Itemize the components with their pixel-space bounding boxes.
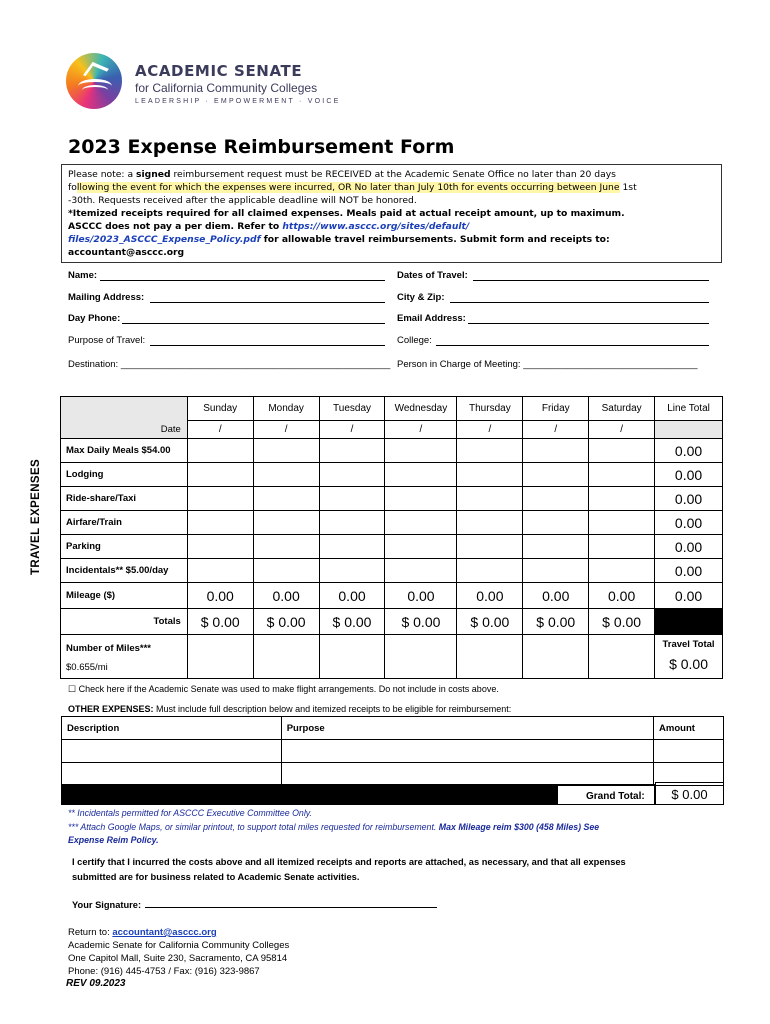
expense-cell[interactable]	[253, 559, 319, 583]
date-cell[interactable]: /	[589, 421, 655, 439]
expense-cell[interactable]	[319, 535, 385, 559]
expense-cell[interactable]	[253, 487, 319, 511]
notice-text: for allowable travel reimbursements. Submit form and receipts to:	[260, 234, 610, 245]
line-total-cell: 0.00	[655, 487, 723, 511]
grand-total-value[interactable]: $ 0.00	[655, 782, 724, 805]
expense-cell[interactable]	[457, 511, 523, 535]
expense-cell[interactable]	[589, 439, 655, 463]
notice-email: accountant@asccc.org	[68, 247, 185, 258]
destination-label-text: Destination:	[68, 359, 119, 370]
notice-text: Please note: a	[68, 169, 137, 180]
day-header-sunday: Sunday	[187, 397, 253, 421]
travel-total-label: Travel Total	[662, 639, 715, 650]
city-zip-field[interactable]	[450, 302, 709, 303]
expense-row-label: Airfare/Train	[61, 511, 188, 535]
other-expenses-table	[61, 716, 724, 786]
mileage-cell: 0.00	[253, 583, 319, 609]
mailing-address-field[interactable]	[150, 302, 385, 303]
expense-cell[interactable]	[385, 439, 457, 463]
return-to-label: Return to:	[68, 927, 113, 938]
line-total-cell: 0.00	[655, 511, 723, 535]
expense-cell[interactable]	[319, 511, 385, 535]
day-header-friday: Friday	[523, 397, 589, 421]
notice-text: fo	[68, 182, 77, 193]
footnote-mileage-text: *** Attach Google Maps, or similar printout, to support total miles requested for reimbursement.	[68, 822, 439, 832]
amount-header: Amount	[654, 717, 724, 740]
mileage-row	[61, 583, 723, 609]
asccc-logo	[66, 53, 122, 109]
expense-cell[interactable]	[589, 511, 655, 535]
purpose-cell[interactable]	[281, 740, 653, 763]
name-label: Name:	[68, 270, 98, 281]
logo-subtitle: for California Community Colleges	[135, 81, 318, 95]
day-header-monday: Monday	[253, 397, 319, 421]
date-cell[interactable]: /	[187, 421, 253, 439]
mileage-cell: 0.00	[589, 583, 655, 609]
miles-rate: $0.655/mi	[66, 662, 108, 673]
expense-row	[61, 559, 723, 583]
expense-cell[interactable]	[589, 463, 655, 487]
expense-cell[interactable]	[457, 463, 523, 487]
line-total-header: Line Total	[655, 397, 723, 421]
college-field[interactable]	[436, 345, 709, 346]
expense-row	[61, 463, 723, 487]
footnote-policy: Expense Reim Policy.	[68, 835, 159, 845]
other-expenses-note: Must include full description below and itemized receipts to be eligible for reimbursement:	[156, 704, 512, 714]
expense-cell[interactable]	[253, 439, 319, 463]
amount-cell[interactable]	[654, 740, 724, 763]
return-to-block	[68, 926, 289, 978]
travel-expenses-side-label: TRAVEL EXPENSES	[30, 458, 42, 575]
mileage-cell: 0.00	[187, 583, 253, 609]
line-total-cell: 0.00	[655, 439, 723, 463]
flight-arrangements-row	[68, 684, 499, 695]
dates-of-travel-field[interactable]	[473, 280, 709, 281]
expense-cell[interactable]	[385, 559, 457, 583]
mileage-cell: 0.00	[523, 583, 589, 609]
return-address-line: Academic Senate for California Community Colleges	[68, 940, 290, 951]
dates-of-travel-label: Dates of Travel:	[397, 270, 468, 281]
expense-row-label: Ride-share/Taxi	[61, 487, 188, 511]
other-expenses-title: OTHER EXPENSES:	[68, 704, 154, 714]
line-total-cell: 0.00	[655, 535, 723, 559]
email-address-label: Email Address:	[397, 313, 466, 324]
logo-title: ACADEMIC SENATE	[135, 62, 303, 80]
day-total-cell: $ 0.00	[523, 609, 589, 635]
signature-field[interactable]	[145, 907, 437, 908]
signature-label: Your Signature:	[72, 900, 142, 910]
expense-cell[interactable]	[385, 535, 457, 559]
policy-link[interactable]: https://www.asccc.org/sites/default/	[282, 221, 470, 232]
date-total-cell	[655, 421, 723, 439]
expense-cell[interactable]	[523, 439, 589, 463]
notice-signed: signed	[136, 169, 171, 180]
line-total-cell: 0.00	[655, 559, 723, 583]
notice-box	[61, 164, 722, 263]
description-cell[interactable]	[62, 763, 282, 786]
day-total-cell: $ 0.00	[187, 609, 253, 635]
miles-cell[interactable]	[253, 635, 319, 679]
day-header-tuesday: Tuesday	[319, 397, 385, 421]
revision-label: REV 09.2023	[66, 978, 126, 989]
expense-cell[interactable]	[319, 487, 385, 511]
miles-label-cell	[61, 635, 188, 679]
other-expenses-heading	[68, 704, 511, 714]
line-total-cell: 0.00	[655, 463, 723, 487]
description-header: Description	[62, 717, 282, 740]
expense-row	[61, 511, 723, 535]
expense-cell[interactable]	[457, 535, 523, 559]
return-address-line: One Capitol Mall, Suite 230, Sacramento, CA 95814	[68, 953, 288, 964]
mileage-cell: 0.00	[457, 583, 523, 609]
expense-row	[61, 535, 723, 559]
miles-cell[interactable]	[385, 635, 457, 679]
purpose-cell[interactable]	[281, 763, 653, 786]
expense-cell[interactable]	[523, 511, 589, 535]
expense-cell[interactable]	[385, 463, 457, 487]
grand-total-label: Grand Total:	[557, 784, 655, 805]
date-cell[interactable]: /	[253, 421, 319, 439]
certification-line: I certify that I incurred the costs above and all itemized receipts and reports are attached, as necessary, and that all expenses	[72, 857, 626, 867]
expense-row	[61, 439, 723, 463]
miles-label: Number of Miles***	[66, 643, 151, 654]
date-cell[interactable]: /	[457, 421, 523, 439]
date-label: Date	[61, 421, 188, 439]
expense-row	[61, 487, 723, 511]
date-cell[interactable]: /	[319, 421, 385, 439]
expense-cell[interactable]	[187, 559, 253, 583]
mileage-label: Mileage ($)	[61, 583, 188, 609]
miles-cell[interactable]	[523, 635, 589, 679]
expense-cell[interactable]	[457, 487, 523, 511]
expense-cell[interactable]	[457, 559, 523, 583]
expense-cell[interactable]	[523, 535, 589, 559]
notice-text: 1st	[619, 182, 637, 193]
person-in-charge-field[interactable]: _________________________________	[523, 359, 698, 370]
certification-text	[72, 855, 626, 885]
purpose-header: Purpose	[281, 717, 653, 740]
travel-total-value: $ 0.00	[669, 656, 708, 672]
email-address-field[interactable]	[468, 323, 709, 324]
day-header-thursday: Thursday	[457, 397, 523, 421]
expense-cell[interactable]	[187, 535, 253, 559]
expense-cell[interactable]	[523, 487, 589, 511]
return-phone-line: Phone: (916) 445-4753 / Fax: (916) 323-9867	[68, 966, 260, 977]
expense-cell[interactable]	[523, 559, 589, 583]
flight-arrangements-label: Check here if the Academic Senate was used to make flight arrangements. Do not include in costs above.	[78, 684, 499, 694]
expense-cell[interactable]	[589, 535, 655, 559]
logo-tagline: LEADERSHIP · EMPOWERMENT · VOICE	[135, 98, 341, 105]
flight-arrangements-checkbox[interactable]: ☐	[68, 684, 77, 694]
day-header-saturday: Saturday	[589, 397, 655, 421]
expense-cell[interactable]	[187, 439, 253, 463]
mileage-cell: 0.00	[319, 583, 385, 609]
miles-cell[interactable]	[187, 635, 253, 679]
expense-row-label: Incidentals** $5.00/day	[61, 559, 188, 583]
date-cell[interactable]: /	[523, 421, 589, 439]
totals-label: Totals	[61, 609, 188, 635]
notice-text: reimbursement request must be RECEIVED at the Academic Senate Office no later than 20 days	[170, 169, 616, 180]
travel-expenses-table	[60, 396, 723, 679]
expense-cell[interactable]	[253, 511, 319, 535]
expense-cell[interactable]	[457, 439, 523, 463]
expense-cell[interactable]	[589, 487, 655, 511]
day-phone-field[interactable]	[122, 323, 385, 324]
person-in-charge-label	[397, 359, 698, 370]
totals-blank-cell	[655, 609, 723, 635]
expense-cell[interactable]	[319, 559, 385, 583]
expense-cell[interactable]	[523, 463, 589, 487]
footnote-mileage	[68, 822, 599, 832]
date-cell[interactable]: /	[385, 421, 457, 439]
miles-cell[interactable]	[457, 635, 523, 679]
book-page-icon	[82, 85, 108, 95]
day-total-cell: $ 0.00	[457, 609, 523, 635]
expense-cell[interactable]	[385, 487, 457, 511]
day-total-cell: $ 0.00	[589, 609, 655, 635]
expense-cell[interactable]	[319, 439, 385, 463]
mailing-address-label: Mailing Address:	[68, 292, 145, 303]
expense-cell[interactable]	[385, 511, 457, 535]
expense-row-label: Lodging	[61, 463, 188, 487]
header-corner	[61, 397, 188, 421]
day-phone-label: Day Phone:	[68, 313, 121, 324]
mileage-cell: 0.00	[385, 583, 457, 609]
day-total-cell: $ 0.00	[319, 609, 385, 635]
certification-line: submitted are for business related to Academic Senate activities.	[72, 872, 360, 882]
expense-cell[interactable]	[253, 535, 319, 559]
city-zip-label: City & Zip:	[397, 292, 445, 303]
miles-cell[interactable]	[319, 635, 385, 679]
policy-link[interactable]: files/2023_ASCCC_Expense_Policy.pdf	[68, 234, 261, 245]
expense-cell[interactable]	[589, 559, 655, 583]
notice-text: -30th. Requests received after the applicable deadline will NOT be honored.	[68, 195, 417, 206]
expense-cell[interactable]	[319, 463, 385, 487]
day-total-cell: $ 0.00	[385, 609, 457, 635]
day-header-wednesday: Wednesday	[385, 397, 457, 421]
destination-field[interactable]: ___________________________________________________	[120, 359, 391, 370]
return-email-link[interactable]: accountant@asccc.org	[112, 927, 217, 938]
footnote-mileage-max: Max Mileage reim $300 (458 Miles) See	[438, 822, 600, 832]
expense-cell[interactable]	[187, 511, 253, 535]
grand-total-bar	[61, 784, 557, 805]
expense-row-label: Max Daily Meals $54.00	[61, 439, 188, 463]
name-field[interactable]	[100, 280, 385, 281]
notice-receipts: *Itemized receipts required for all claimed expenses. Meals paid at actual receipt amount, up to maximum.	[68, 208, 625, 219]
person-in-charge-label-text: Person in Charge of Meeting:	[397, 359, 521, 370]
expense-cell[interactable]	[187, 487, 253, 511]
mileage-total-cell: 0.00	[655, 583, 723, 609]
expense-row-label: Parking	[61, 535, 188, 559]
college-label: College:	[397, 335, 432, 346]
totals-row	[61, 609, 723, 635]
expense-cell[interactable]	[187, 463, 253, 487]
day-total-cell: $ 0.00	[253, 609, 319, 635]
destination-label	[68, 359, 390, 370]
expense-cell[interactable]	[253, 463, 319, 487]
notice-text: ASCCC does not pay a per diem. Refer to	[68, 221, 283, 232]
miles-cell[interactable]	[589, 635, 655, 679]
purpose-of-travel-label: Purpose of Travel:	[68, 335, 146, 346]
form-title: 2023 Expense Reimbursement Form	[68, 136, 455, 158]
travel-total-cell	[655, 635, 723, 679]
footnote-incidentals: ** Incidentals permitted for ASCCC Executive Committee Only.	[68, 808, 312, 818]
purpose-of-travel-field[interactable]	[150, 345, 385, 346]
miles-row	[61, 635, 723, 679]
description-cell[interactable]	[62, 740, 282, 763]
notice-highlight: llowing the event for which the expenses were incurred, OR No later than July 10th for events occurring between June	[76, 182, 620, 193]
